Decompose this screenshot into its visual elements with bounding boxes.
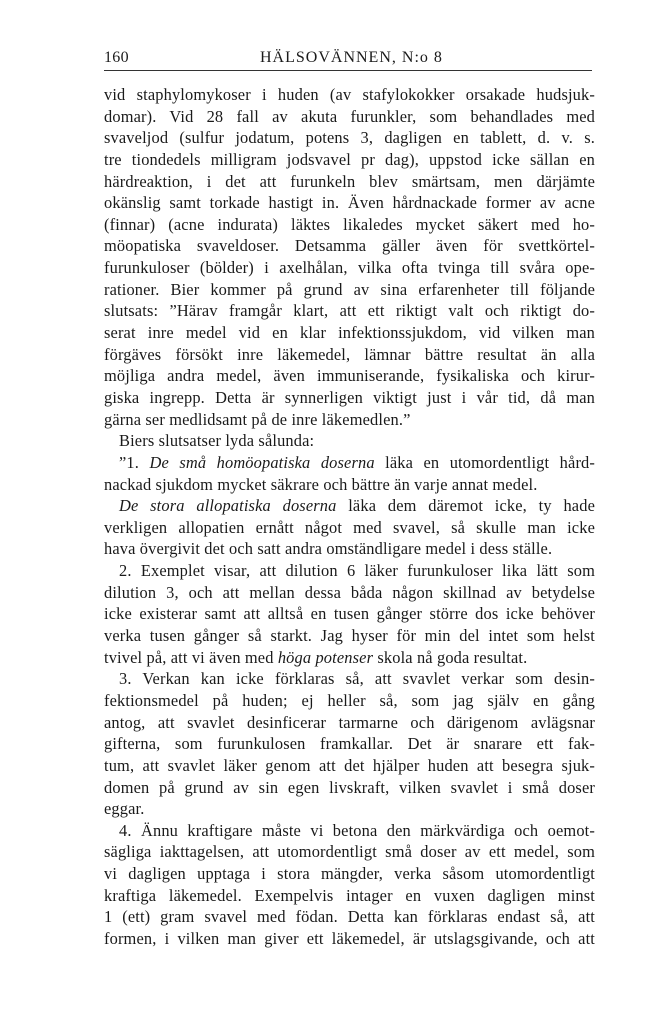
italic-phrase: De små homöopatiska doserna xyxy=(149,452,375,472)
text-span: läka en utomordentligt hård- xyxy=(374,452,595,472)
text-line: svaveljod (sulfur jodatum, potens 3, dagligen en tablett, d. v. s. xyxy=(104,128,595,148)
text-line: vid staphylomykoser i huden (av stafylokokker orsakade hudsjuk- xyxy=(104,85,595,104)
text-line: icke existerar samt att alltså en tusen gånger större dos icke behöver xyxy=(104,604,595,624)
text-line: tum, att svavlet läker genom att det hjälper huden att besegra sjuk- xyxy=(104,755,595,775)
text-line: dilution 3, och att mellan dessa båda någon skillnad av betydelse xyxy=(104,582,595,602)
body-text xyxy=(104,84,595,950)
text-span: skola nå goda resultat. xyxy=(373,647,528,667)
text-line: (finnar) (acne indurata) läktes likaledes mycket säkert med ho- xyxy=(104,214,595,234)
text-span: ”1. xyxy=(119,452,150,472)
italic-phrase: De stora allopatiska doserna xyxy=(119,496,337,516)
text-line xyxy=(104,452,595,474)
text-line: giska ingrepp. Detta är synnerligen viktigt just i vår tid, då man xyxy=(104,387,595,407)
text-line: domen på grund av sin egen livskraft, vilken svavlet i små doser xyxy=(104,777,595,797)
text-line: vi dagligen upptaga i stora mängder, verka såsom utomordentligt xyxy=(104,864,595,884)
text-line: tre tiondedels milligram jodsvavel pr dag), uppstod icke sällan en xyxy=(104,149,595,169)
text-line: slutsats: ”Härav framgår klart, att ett riktigt valt och riktigt do- xyxy=(104,301,595,321)
text-line: 4. Ännu kraftigare måste vi betona den märkvärdiga och oemot- xyxy=(119,820,595,840)
text-line: antog, att svavlet desinficerar tarmarne och därigenom avlägsnar xyxy=(104,712,595,732)
text-line: eggar. xyxy=(104,799,145,819)
italic-phrase: höga potenser xyxy=(277,647,374,667)
text-span: tvivel på, att vi även med xyxy=(104,647,278,667)
text-line: hava övergivit det och satt andra omständligare medel i dess ställe. xyxy=(104,539,553,559)
text-line: okänslig samt torkade hastigt in. Även hårdnackade former av acne xyxy=(104,193,595,213)
text-line: verkligen allopatien ernått något med svavel, så skulle man icke xyxy=(104,517,595,537)
text-line: gifterna, som furunkulosen framkallar. Det är snarare ett fak- xyxy=(104,734,595,754)
text-line: 1 (ett) gram svavel med födan. Detta kan förklaras endast så, att xyxy=(104,907,595,927)
text-line: härdreaktion, i det att furunkeln blev smärtsam, men därjämte xyxy=(104,171,595,191)
text-line: möopatiska svaveldoser. Detsamma gäller även för svettkörtel- xyxy=(104,236,595,256)
text-line: nackad sjukdom mycket säkrare och bättre än varje annat medel. xyxy=(104,474,538,494)
text-line: Biers slutsatser lyda sålunda: xyxy=(119,431,315,451)
page-header xyxy=(104,49,591,69)
text-line: verka tusen gånger så starkt. Jag hyser för min del intet som helst xyxy=(104,626,595,646)
header-rule xyxy=(104,70,592,71)
text-line: formen, i vilken man giver ett läkemedel, är utslagsgivande, och att xyxy=(104,928,595,948)
text-line: möjliga andra medel, även immuniserande, fysikaliska och kirur- xyxy=(104,366,595,386)
page-number: 160 xyxy=(104,49,129,66)
text-line: kraftiga läkemedel. Exempelvis intager en vuxen dagligen minst xyxy=(104,885,595,905)
text-line xyxy=(104,495,595,517)
text-line: fektionsmedel på huden; ej heller så, som jag själv en gång xyxy=(104,690,595,710)
text-line xyxy=(104,647,595,669)
text-span: läka dem däremot icke, ty hade xyxy=(336,496,596,516)
text-line: förgäves försökt inre läkemedel, lämnar bättre resultat än alla xyxy=(104,344,595,364)
text-line: serat inre medel vid en klar infektionssjukdom, vid vilken man xyxy=(104,323,595,343)
text-line: sägliga iakttagelsen, att utomordentligt små doser av ett medel, som xyxy=(104,842,595,862)
text-line: 2. Exemplet visar, att dilution 6 läker furunkuloser lika lätt som xyxy=(119,561,595,581)
text-line: furunkuloser (bölder) i axelhålan, vilka ofta tvinga till svåra ope- xyxy=(104,258,595,278)
text-line: gärna ser medlidsamt på de inre läkemedlen.” xyxy=(104,409,411,429)
text-line: 3. Verkan kan icke förklaras så, att svavlet verkar som desin- xyxy=(119,669,595,689)
text-line: rationer. Bier kommer på grund av sina erfarenheter till följande xyxy=(104,279,595,299)
running-title: HÄLSOVÄNNEN, N:o 8 xyxy=(260,49,443,66)
text-line: domar). Vid 28 fall av akuta furunkler, som behandlades med xyxy=(104,106,595,126)
